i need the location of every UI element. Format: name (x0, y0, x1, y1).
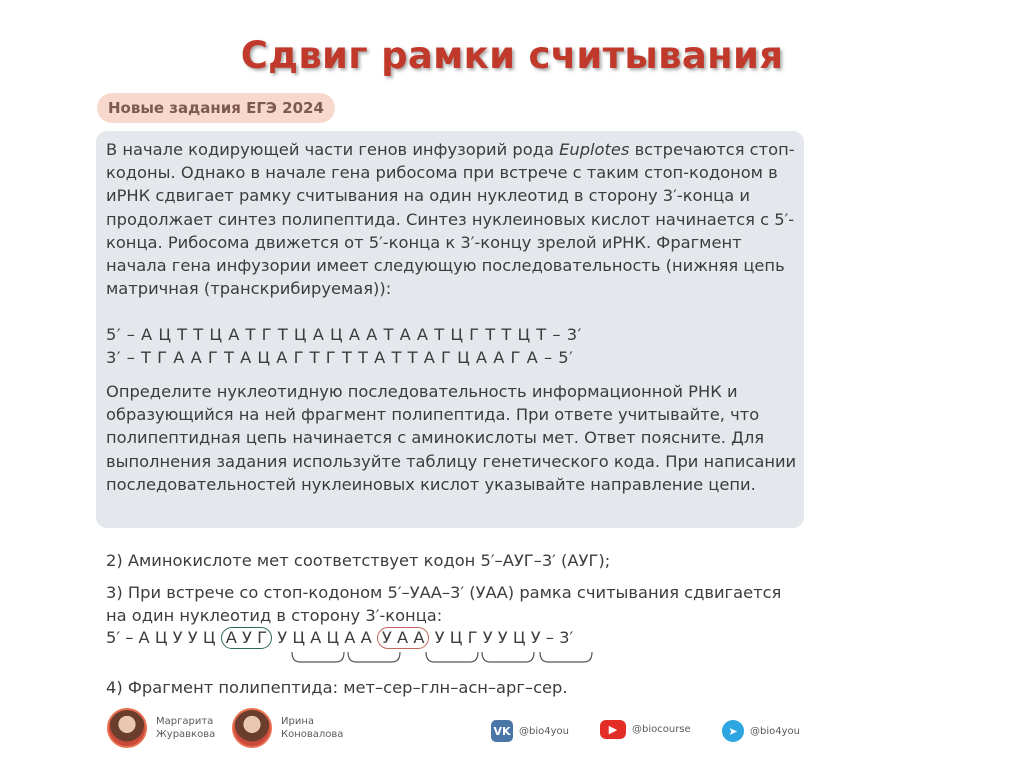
vk-icon: VK (491, 720, 513, 742)
author-1 (107, 708, 215, 748)
author-2 (232, 708, 343, 748)
author-1-first-name: Маргарита (156, 716, 214, 727)
codon-bracket-3 (426, 652, 478, 662)
codon-bracket-2 (348, 652, 400, 662)
social-youtube[interactable] (600, 720, 691, 739)
mrna-suffix: У Ц Г У У Ц У – 3′ (434, 628, 574, 647)
task-intro-start: В начале кодирующей части генов инфузорий рода (106, 140, 560, 159)
page-title: Сдвиг рамки считывания (240, 34, 784, 77)
genus-name: Euplotes (559, 140, 630, 159)
youtube-icon: ▶ (600, 720, 626, 739)
avatar (107, 708, 147, 748)
answer-step-2: 2) Аминокислоте мет соответствует кодон 5′–АУГ–3′ (АУГ); (106, 551, 611, 570)
task-question: Определите нуклеотидную последовательность информационной РНК и образующийся на ней фрагмент полипептида. При ответе учитывайте, что полипептидная цепь начинается с аминокислоты мет. Ответ поясните. Для выполнения задания используйте таблицу генетического кода. При написании последовательностей нуклеиновых кислот указывайте направление цепи. (106, 382, 797, 494)
author-1-last-name: Журавкова (156, 729, 216, 740)
start-codon: А У Г (221, 627, 272, 649)
task-intro-rest: встречаются стоп-кодоны. Однако в начале гена рибосома при встрече с таким стоп-кодоном в иРНК сдвигает рамку считывания на один нуклеотид в сторону 3′-конца и продолжает синтез полипептида. Синтез нуклеиновых кислот начинается с 5′-конца. Рибосома движется от 5′-конца к 3′-концу зрелой иРНК. Фрагмент начала гена инфузории имеет следующую последовательность (нижняя цепь матричная (транскрибируемая)): (106, 140, 795, 299)
social-vk[interactable] (491, 720, 569, 742)
codon-bracket-1 (292, 652, 344, 662)
stop-codon: У А А (377, 627, 430, 649)
dna-bottom-strand: 3′ – Т Г А А Г Т А Ц А Г Т Г Т Т А Т Т А Г Ц А А Г А – 5′ (106, 348, 574, 367)
codon-bracket-5 (540, 652, 592, 662)
social-vk-label: @bio4you (519, 725, 569, 737)
codon-bracket-4 (482, 652, 534, 662)
social-youtube-label: @biocourse (632, 724, 691, 735)
mrna-middle: У Ц А Ц А А (277, 628, 372, 647)
footer (0, 708, 1024, 758)
social-telegram[interactable] (722, 720, 800, 742)
mrna-prefix: 5′ – А Ц У У Ц (106, 628, 216, 647)
telegram-icon: ➤ (722, 720, 744, 742)
author-2-last-name: Коновалова (281, 729, 344, 740)
answer-step-3-line-2: на один нуклеотид в сторону 3′-конца: (106, 606, 443, 625)
answer-step-3-line-1: 3) При встрече со стоп-кодоном 5′–УАА–3′ (УАА) рамка считывания сдвигается (106, 583, 782, 602)
dna-top-strand: 5′ – А Ц Т Т Ц А Т Г Т Ц А Ц А А Т А А Т Ц Г Т Т Ц Т – 3′ (106, 325, 582, 344)
answer-step-4: 4) Фрагмент полипептида: мет–сер–глн–асн–арг–сер. (106, 678, 568, 697)
author-2-first-name: Ирина (281, 716, 314, 727)
exam-badge: Новые задания ЕГЭ 2024 (97, 93, 335, 123)
social-telegram-label: @bio4you (750, 725, 800, 737)
avatar (232, 708, 272, 748)
